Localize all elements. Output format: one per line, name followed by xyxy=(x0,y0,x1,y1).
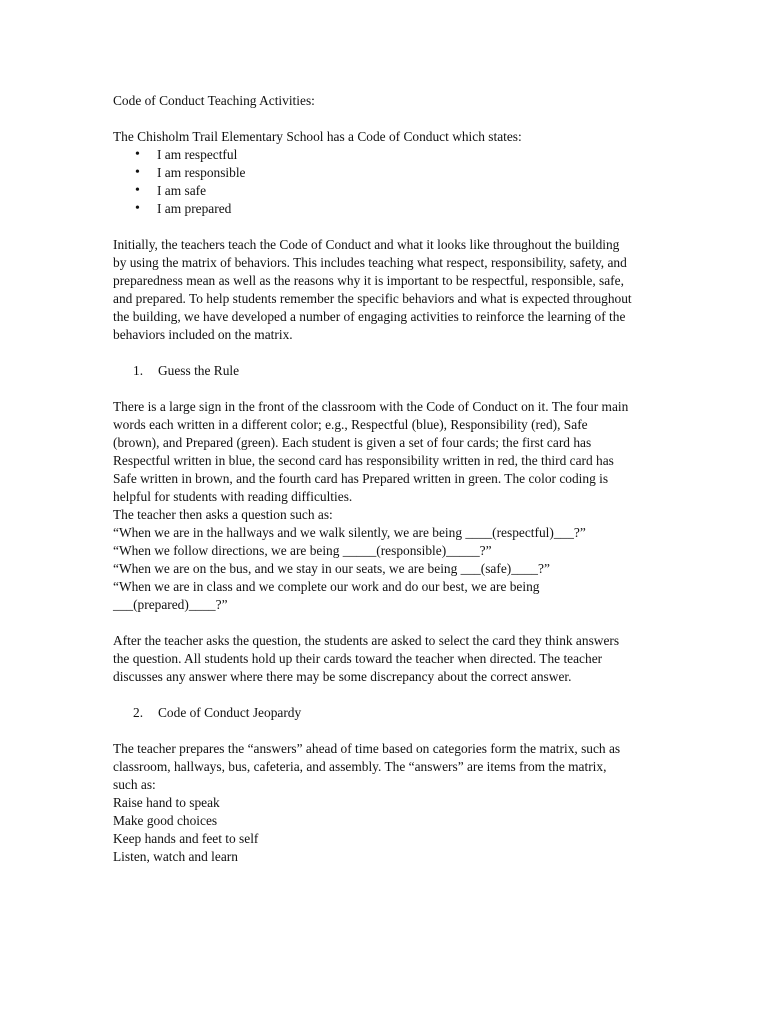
jeopardy-paragraph: The teacher prepares the “answers” ahead of time based on categories form the matrix, such as classroom, hallways, bus, cafeteria, and assembly. The “answers” are items from the matrix, such as: xyxy=(113,741,621,792)
list-item: • I am safe xyxy=(113,182,633,200)
section-number: 2. xyxy=(133,705,144,720)
guess-the-rule-paragraph: There is a large sign in the front of the classroom with the Code of Conduct on it. The four main words each written in a different color; e.g., Respectful (blue), Responsibility (red), Safe (brown), and Prepared (green). Each student is given a set of four cards; the first card has Respectful written in blue, the second card has responsibility written in red, the third card has Safe written in brown, and the fourth card has Prepared written in green. The color coding is helpful for students with reading difficulties. xyxy=(113,399,629,504)
list-item: Listen, watch and learn xyxy=(113,849,238,864)
question-list xyxy=(113,524,633,614)
intro-text: The Chisholm Trail Elementary School has a Code of Conduct which states: xyxy=(113,129,522,144)
section-title: Guess the Rule xyxy=(158,363,240,378)
question-line: “When we are in class and we complete our work and do our best, we are being ___(prepared)____?” xyxy=(113,579,540,612)
list-item: • I am responsible xyxy=(113,164,633,182)
question-line: “When we are on the bus, and we stay in our seats, we are being ___(safe)____?” xyxy=(113,561,550,576)
list-item: Make good choices xyxy=(113,813,218,828)
list-item: Raise hand to speak xyxy=(113,795,220,810)
section-heading-jeopardy xyxy=(113,704,633,722)
section-number: 1. xyxy=(133,363,144,378)
question-lead: The teacher then asks a question such as: xyxy=(113,507,333,522)
document-title: Code of Conduct Teaching Activities: xyxy=(113,93,315,108)
intro-paragraph: Initially, the teachers teach the Code of Conduct and what it looks like throughout the building by using the matrix of behaviors. This includes teaching what respect, responsibility, safety, and preparedness mean as well as the reasons why it is important to be respectful, responsible, safe, and prepared. To help students remember the specific behaviors and what is expected throughout the building, we have developed a number of engaging activities to reinforce the learning of the behaviors included on the matrix. xyxy=(113,237,632,342)
list-item: • I am prepared xyxy=(113,200,633,218)
section-title: Code of Conduct Jeopardy xyxy=(158,705,302,720)
list-item: • I am respectful xyxy=(113,146,633,164)
document-page xyxy=(113,92,633,866)
list-item: Keep hands and feet to self xyxy=(113,831,259,846)
code-of-conduct-list xyxy=(113,146,633,218)
section-heading-guess-the-rule xyxy=(113,362,633,380)
matrix-items-list xyxy=(113,794,633,866)
question-line: “When we are in the hallways and we walk silently, we are being ____(respectful)___?” xyxy=(113,525,586,540)
question-line: “When we follow directions, we are being _____(responsible)_____?” xyxy=(113,543,492,558)
after-question-paragraph: After the teacher asks the question, the students are asked to select the card they think answers the question. All students hold up their cards toward the teacher when directed. The teacher discusses any answer where there may be some discrepancy about the correct answer. xyxy=(113,633,620,684)
